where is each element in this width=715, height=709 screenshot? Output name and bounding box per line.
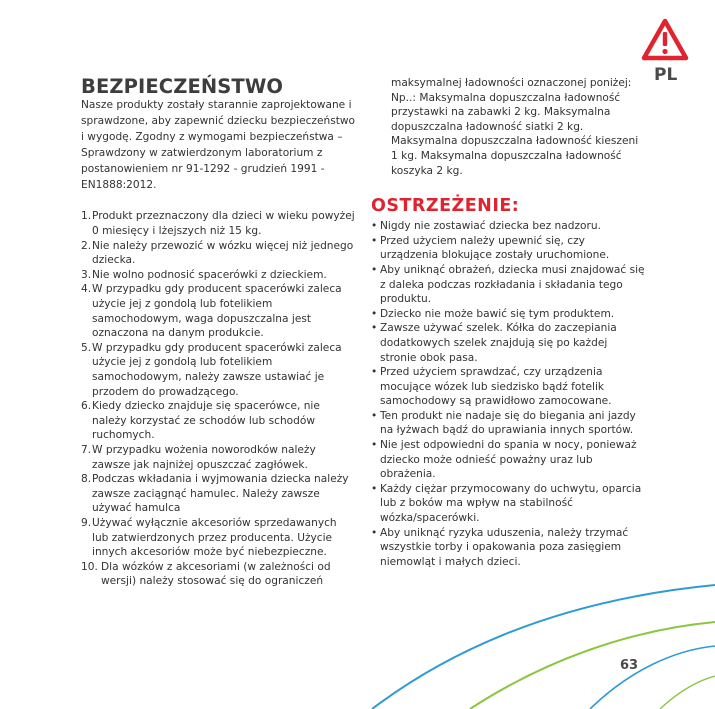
safety-title: BEZPIECZEŃSTWO bbox=[81, 75, 284, 98]
warning-text: Ten produkt nie nadaje się do biegania ani jazdy na łyżwach bądź do uprawiania innych sportów. bbox=[380, 409, 636, 437]
rule-number: 7. bbox=[81, 443, 92, 456]
rule-text: Używać wyłącznie akcesoriów sprzedawanych lub zatwierdzonych przez producenta. Użycie innych akcesoriów może być niebezpieczne. bbox=[92, 516, 337, 559]
warnings-title: OSTRZEŻENIE: bbox=[371, 196, 520, 217]
language-label: PL bbox=[654, 65, 678, 85]
rule-number: 8. bbox=[81, 473, 92, 486]
bullet-icon: • bbox=[371, 220, 378, 233]
bullet-icon: • bbox=[371, 526, 378, 539]
rule-text: W przypadku gdy producent spacerówki zaleca użycie jej z gondolą lub fotelikiem samochodowym, waga dopuszczalna jest oznaczona na danym produkcie. bbox=[92, 283, 342, 340]
bullet-icon: • bbox=[371, 322, 378, 335]
warning-text: Aby uniknąć obrażeń, dziecka musi znajdować się z daleka podczas rozkładania i składania tego produktu. bbox=[380, 263, 645, 306]
rule-text: W przypadku wożenia noworodków należy zawsze jak najniżej opuszczać zagłówek. bbox=[92, 443, 316, 471]
warning-text: Każdy ciężar przymocowany do uchwytu, oparcia lub z boków ma wpływ na stabilność wózka/spacerówki. bbox=[380, 482, 642, 525]
rule-number: 4. bbox=[81, 283, 92, 296]
warning-text: Nie jest odpowiedni do spania w nocy, ponieważ dziecko może odnieść poważny uraz lub obrażenia. bbox=[380, 439, 637, 481]
warning-text: Aby uniknąć ryzyka uduszenia, należy trzymać wszystkie torby i opakowania poza zasięgiem niemowląt i małych dzieci. bbox=[380, 526, 629, 568]
rule-number: 1. bbox=[81, 210, 92, 223]
rule-text: Podczas wkładania i wyjmowania dziecka należy zawsze zaciągnąć hamulec. Należy zawsze używać hamulca bbox=[92, 473, 349, 515]
safety-intro: Nasze produkty zostały starannie zaprojektowane i sprawdzone, aby zapewnić dziecku bezpieczeństwo i wygodę. Zgodny z wymogami bezpieczeństwa – Sprawdzony w zatwierdzonym laboratorium z postanowieniem nr 91-1292 - grudzień 1991 - EN1888:2012. bbox=[81, 99, 356, 191]
rule-number: 9. bbox=[81, 516, 92, 529]
rule-number: 6. bbox=[81, 400, 92, 413]
bullet-icon: • bbox=[371, 234, 378, 247]
page-number: 63 bbox=[620, 658, 639, 673]
rule-text: Nie wolno podnosić spacerówki z dzieckiem. bbox=[92, 268, 327, 281]
bullet-icon: • bbox=[371, 307, 378, 320]
rule-text: Kiedy dziecko znajduje się spacerówce, nie należy korzystać ze schodów lub schodów ruchomych. bbox=[92, 400, 320, 442]
rule-text: Nie należy przewozić w wózku więcej niż jednego dziecka. bbox=[92, 239, 354, 267]
warning-text: Dziecko nie może bawić się tym produktem. bbox=[380, 307, 615, 320]
rule-continuation: maksymalnej ładowności oznaczonej poniżej: Np..: Maksymalna dopuszczalna ładowność przystawki na zabawki 2 kg. Maksymalna dopuszczalna ładowność siatki 2 kg. Maksymalna dopuszczalna ładowność kieszeni 1 kg. Maksymalna dopuszczalna ładowność koszyka 2 kg. bbox=[391, 77, 639, 177]
rule-number: 3. bbox=[81, 268, 92, 281]
rule-number: 10. bbox=[81, 560, 98, 573]
bullet-icon: • bbox=[371, 439, 378, 452]
bullet-icon: • bbox=[371, 409, 378, 422]
bullet-icon: • bbox=[371, 263, 378, 276]
rule-number: 2. bbox=[81, 239, 92, 252]
warning-text: Przed użyciem sprawdzać, czy urządzenia mocujące wózek lub siedzisko bądź fotelik samochodowy są prawidłowo zamocowane. bbox=[380, 366, 612, 408]
rule-text: W przypadku gdy producent spacerówki zaleca użycie jej z gondolą lub fotelikiem samochodowym, należy zawsze ustawiać je przodem do prowadzącego. bbox=[92, 341, 342, 398]
rule-number: 5. bbox=[81, 341, 92, 354]
warning-text: Nigdy nie zostawiać dziecka bez nadzoru. bbox=[380, 220, 601, 233]
bullet-icon: • bbox=[371, 366, 378, 379]
rule-text: Produkt przeznaczony dla dzieci w wieku powyżej 0 miesięcy i lżejszych niż 15 kg. bbox=[92, 210, 355, 238]
rule-text: Dla wózków z akcesoriami (w zależności od wersji) należy stosować się do ograniczeń bbox=[101, 560, 331, 588]
bullet-icon: • bbox=[371, 482, 378, 495]
warning-text: Przed użyciem należy upewnić się, czy urządzenia blokujące zostały uruchomione. bbox=[380, 234, 610, 262]
warning-text: Zawsze używać szelek. Kółka do zaczepiania dodatkowych szelek znajdują się po każdej stronie obok pasa. bbox=[380, 322, 617, 364]
